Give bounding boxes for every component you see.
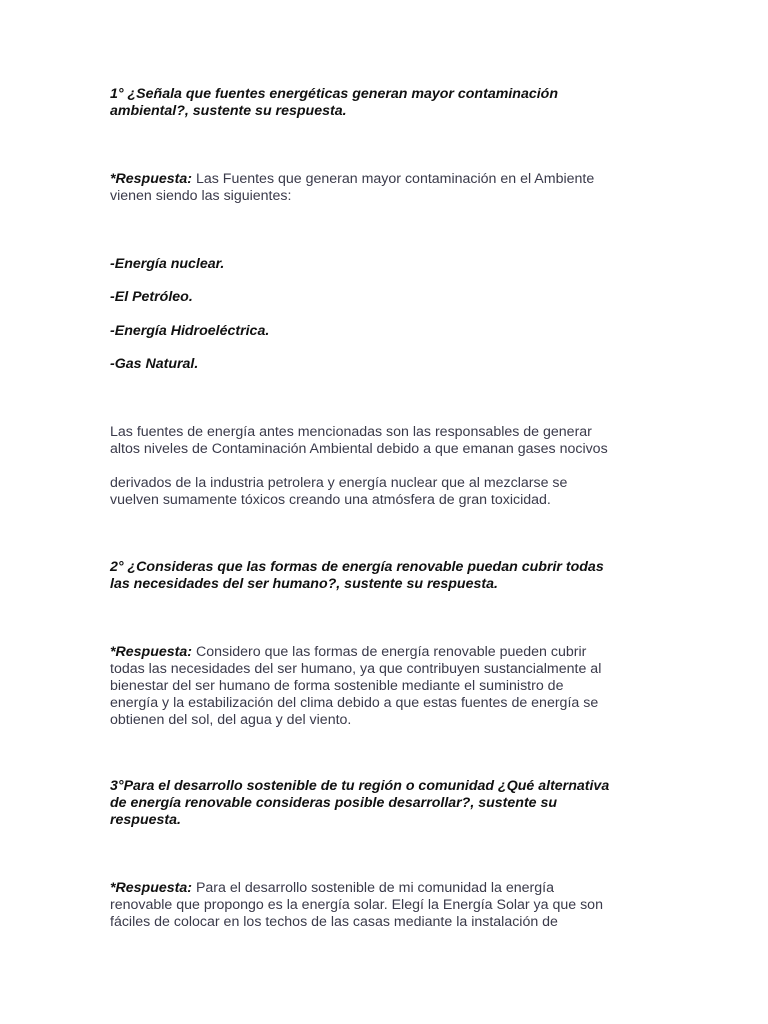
answer-1-line-1: [110, 171, 670, 188]
answer-3-line-3: fáciles de colocar en los techos de las casas mediante la instalación de: [110, 914, 558, 930]
answer-1-label: *Respuesta:: [110, 171, 193, 187]
answer-1-line-1-text: Las Fuentes que generan mayor contaminación en el Ambiente: [192, 171, 595, 187]
paragraph-1-line-2: altos niveles de Contaminación Ambiental debido a que emanan gases nocivos: [110, 441, 608, 457]
question-2-line-2: las necesidades del ser humano?, sustente su respuesta.: [110, 576, 498, 592]
question-2-line-1: 2° ¿Consideras que las formas de energía renovable puedan cubrir todas: [110, 559, 604, 575]
answer-3-label: *Respuesta:: [110, 880, 193, 896]
answer-2-line-5: obtienen del sol, del agua y del viento.: [110, 712, 352, 728]
question-3-line-1: 3°Para el desarrollo sostenible de tu región o comunidad ¿Qué alternativa: [110, 778, 610, 794]
answer-2-line-1: [110, 644, 670, 661]
question-1-line-2: ambiental?, sustente su respuesta.: [110, 103, 347, 119]
answer-2-line-3: bienestar del ser humano de forma sostenible mediante el suministro de: [110, 678, 564, 694]
question-3-line-2: de energía renovable consideras posible desarrollar?, sustente su: [110, 795, 558, 811]
answer-2-line-2: todas las necesidades del ser humano, ya que contribuyen sustancialmente al: [110, 661, 602, 677]
question-1-line-1: 1° ¿Señala que fuentes energéticas generan mayor contaminación: [110, 86, 558, 102]
question-1: [110, 86, 670, 120]
question-3-line-3: respuesta.: [110, 812, 181, 828]
paragraph-2-line-1: derivados de la industria petrolera y energía nuclear que al mezclarse se: [110, 475, 568, 491]
answer-3-line-2: renovable que propongo es la energía solar. Elegí la Energía Solar ya que son: [110, 897, 603, 913]
answer-1: [110, 171, 670, 205]
answer-3-line-1-text: Para el desarrollo sostenible de mi comunidad la energía: [192, 880, 555, 896]
paragraph-1: [110, 424, 670, 458]
question-3: [110, 778, 670, 829]
list-item-petroleo: -El Petróleo.: [110, 289, 193, 305]
answer-1-line-2: vienen siendo las siguientes:: [110, 188, 292, 204]
list-item-nuclear: -Energía nuclear.: [110, 256, 225, 272]
answer-3: [110, 880, 670, 931]
paragraph-2-line-2: vuelven sumamente tóxicos creando una atmósfera de gran toxicidad.: [110, 492, 551, 508]
answer-2-label: *Respuesta:: [110, 644, 193, 660]
question-2: [110, 559, 670, 593]
answer-2-line-1-text: Considero que las formas de energía renovable pueden cubrir: [192, 644, 587, 660]
answer-2-line-4: energía y la estabilización del clima debido a que estas fuentes de energía se: [110, 695, 599, 711]
list-item-gas-natural: -Gas Natural.: [110, 356, 199, 372]
answer-2: [110, 644, 670, 729]
paragraph-2: [110, 475, 670, 509]
paragraph-1-line-1: Las fuentes de energía antes mencionadas son las responsables de generar: [110, 424, 592, 440]
list-item-hidroelectrica: -Energía Hidroeléctrica.: [110, 323, 270, 339]
answer-3-line-1: [110, 880, 670, 897]
